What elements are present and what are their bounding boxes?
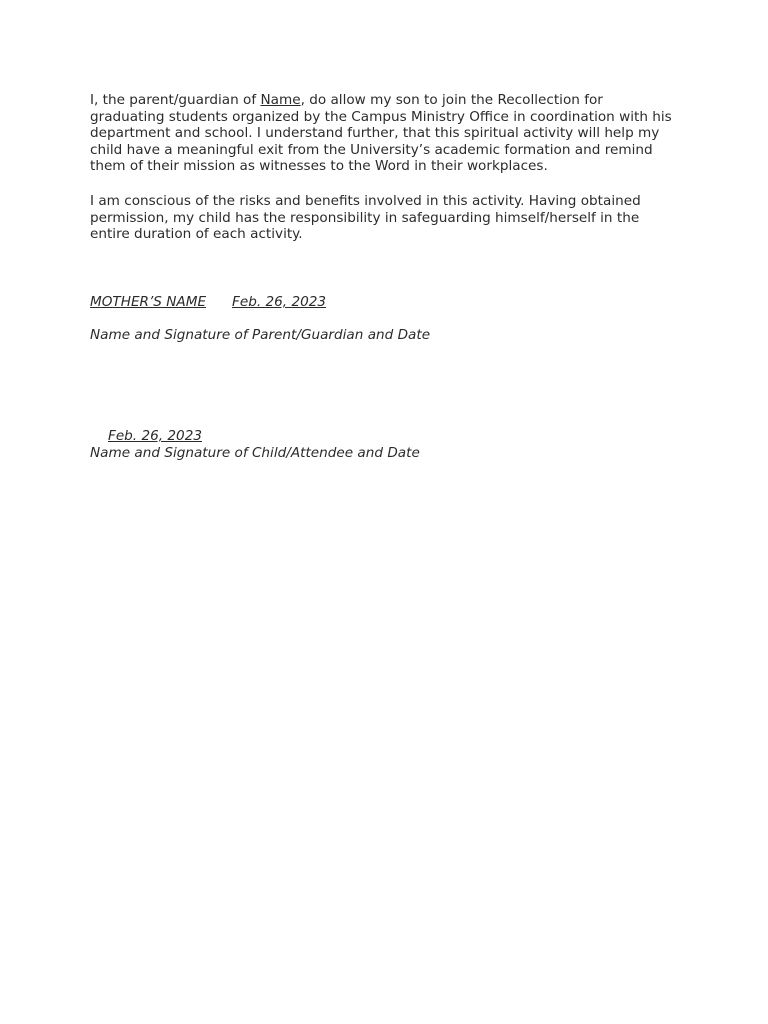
consent-text: , do allow my son to join the Recollection for graduating students organized by the Campus Ministry Office in coordination with his department and school. I understand further, that this spiritual activity will help my child have a meaningful exit from the University’s academic formation and remind them of their mission as witnesses to the Word in their workplaces.: [90, 92, 672, 175]
parent-signature-line: [90, 294, 326, 311]
parent-signature-caption: Name and Signature of Parent/Guardian and Date: [90, 327, 431, 343]
consent-body: [90, 92, 680, 243]
consent-paragraph: [90, 92, 680, 175]
child-signature-date: Feb. 26, 2023: [108, 428, 202, 444]
risk-paragraph: I am conscious of the risks and benefits involved in this activity. Having obtained permission, my child has the responsibility in safeguarding himself/herself in the entire duration of each activity.: [90, 192, 641, 243]
child-name-field: Name: [260, 92, 301, 108]
parent-name: MOTHER’S NAME: [90, 294, 207, 310]
parent-signature-date: Feb. 26, 2023: [232, 294, 327, 310]
child-signature-caption: Name and Signature of Child/Attendee and Date: [90, 445, 420, 461]
consent-intro: I, the parent/guardian of: [90, 92, 261, 108]
